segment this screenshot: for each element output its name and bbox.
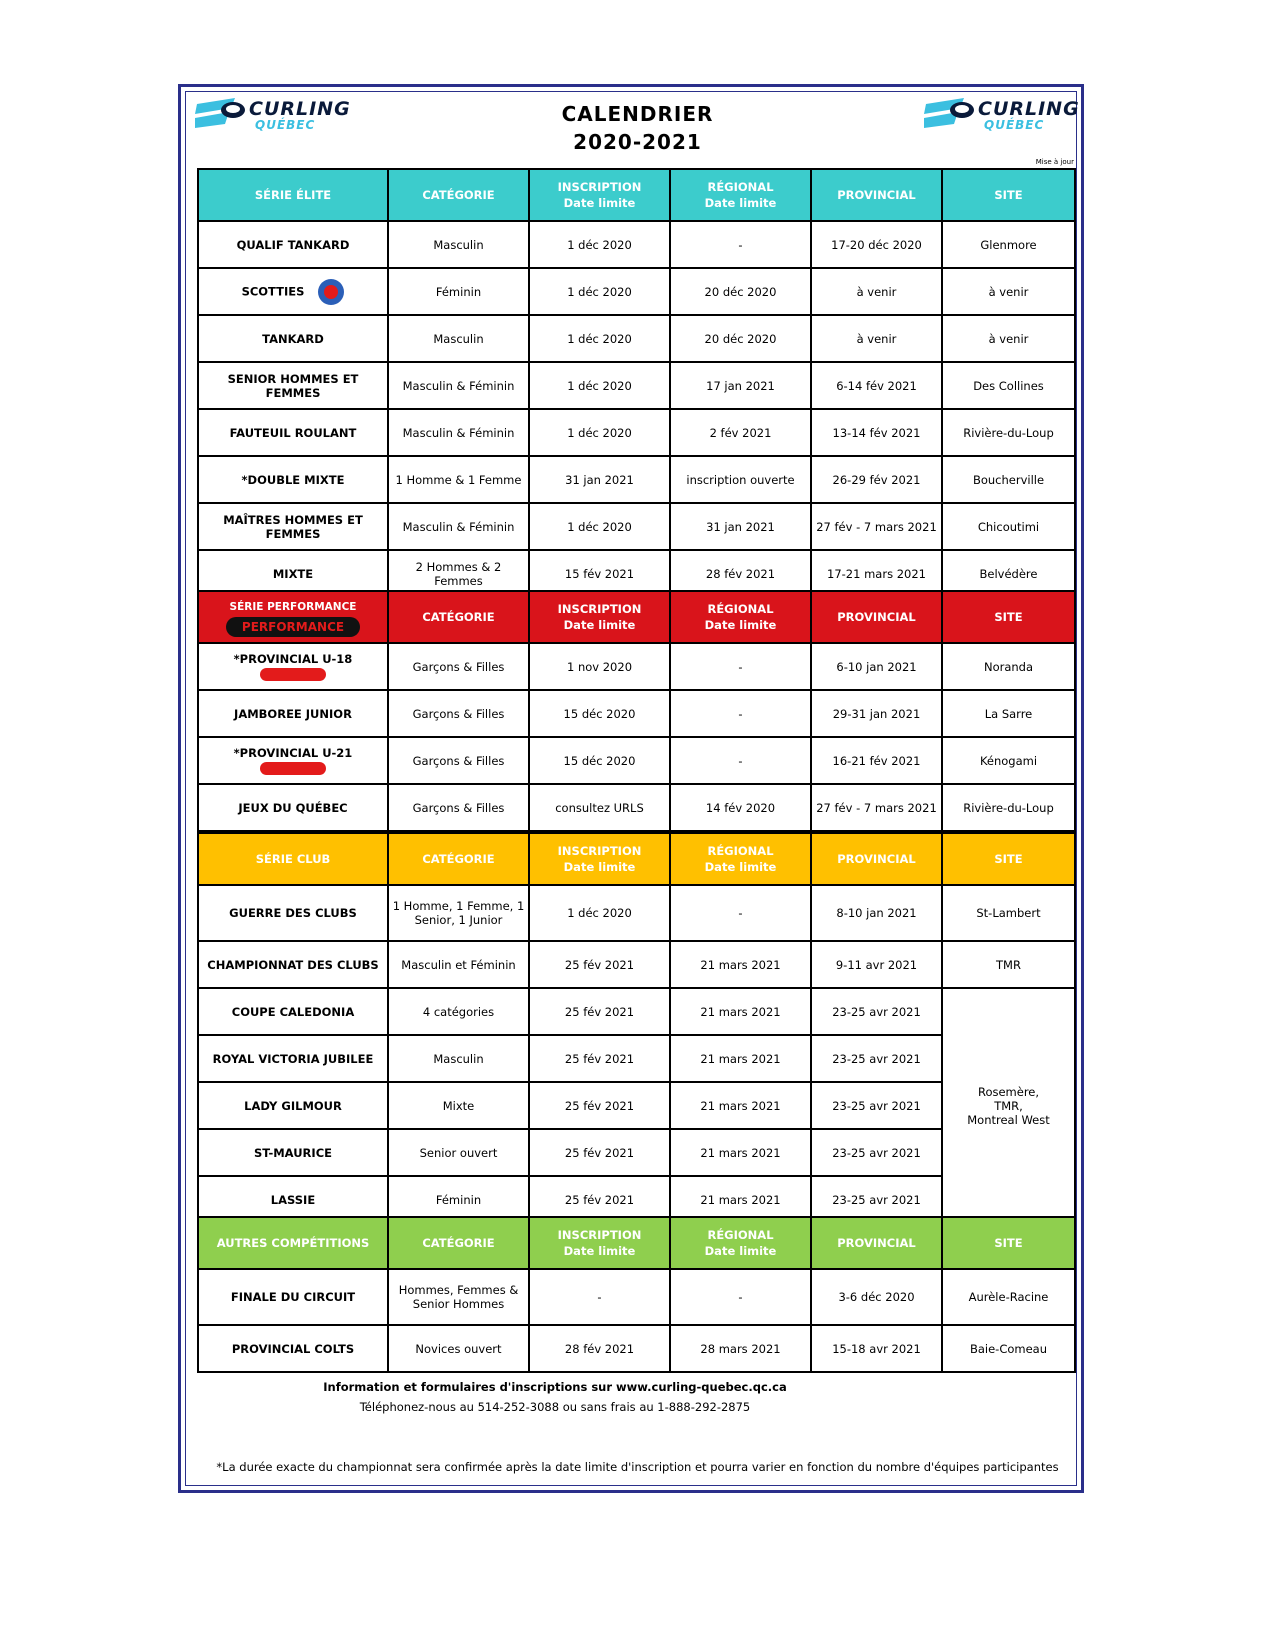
table-serie-performance: [197, 590, 1076, 832]
category-cell: 2 Hommes & 2 Femmes: [388, 550, 529, 597]
header-regional-label: RÉGIONAL: [707, 180, 774, 194]
site-cell: Rivière-du-Loup: [942, 784, 1075, 831]
event-name: PROVINCIAL COLTS: [198, 1325, 388, 1372]
header-categorie: CATÉGORIE: [388, 833, 529, 885]
site-cell: Rivière-du-Loup: [942, 409, 1075, 456]
provincial-dates-cell: 26-29 fév 2021: [811, 456, 942, 503]
header-regional: [670, 169, 811, 221]
header-inscription-label: INSCRIPTION: [557, 1228, 642, 1242]
header-regional-label: RÉGIONAL: [707, 602, 774, 616]
header-serie-label: SÉRIE PERFORMANCE: [229, 600, 357, 613]
regional-deadline-cell: 21 mars 2021: [670, 1082, 811, 1129]
header-serie: AUTRES COMPÉTITIONS: [198, 1217, 388, 1269]
table-row: [198, 1325, 1075, 1372]
header-provincial: PROVINCIAL: [811, 169, 942, 221]
table-row: [198, 315, 1075, 362]
performance-badge-icon: [260, 762, 326, 775]
inscription-deadline-cell: 15 déc 2020: [529, 690, 670, 737]
header-date-limite: Date limite: [704, 618, 777, 632]
provincial-dates-cell: à venir: [811, 268, 942, 315]
inscription-deadline-cell: 15 déc 2020: [529, 737, 670, 784]
provincial-dates-cell: 17-20 déc 2020: [811, 221, 942, 268]
table-row: [198, 643, 1075, 690]
category-cell: Masculin & Féminin: [388, 362, 529, 409]
table-row: [198, 268, 1075, 315]
provincial-dates-cell: 27 fév - 7 mars 2021: [811, 503, 942, 550]
provincial-dates-cell: 17-21 mars 2021: [811, 550, 942, 597]
event-name: MIXTE: [198, 550, 388, 597]
event-name: SENIOR HOMMES ET FEMMES: [198, 362, 388, 409]
provincial-dates-cell: 15-18 avr 2021: [811, 1325, 942, 1372]
provincial-dates-cell: 6-10 jan 2021: [811, 643, 942, 690]
inscription-deadline-cell: -: [529, 1269, 670, 1325]
event-name: ST-MAURICE: [198, 1129, 388, 1176]
regional-deadline-cell: 17 jan 2021: [670, 362, 811, 409]
regional-deadline-cell: 20 déc 2020: [670, 268, 811, 315]
inscription-deadline-cell: 1 déc 2020: [529, 409, 670, 456]
site-cell: Belvédère: [942, 550, 1075, 597]
category-cell: 4 catégories: [388, 988, 529, 1035]
header-date-limite: Date limite: [563, 860, 636, 874]
header-categorie: CATÉGORIE: [388, 1217, 529, 1269]
inscription-deadline-cell: 1 nov 2020: [529, 643, 670, 690]
inscription-deadline-cell: 25 fév 2021: [529, 988, 670, 1035]
logo-word-curling: CURLING: [978, 98, 1080, 120]
table-autres-competitions: [197, 1216, 1076, 1373]
footnote: *La durée exacte du championnat sera confirmée après la date limite d'inscription et pourra varier en fonction du nombre d'équipes participantes: [216, 1460, 1059, 1474]
footer-info: Information et formulaires d'inscriptions sur www.curling-quebec.qc.ca: [323, 1380, 787, 1394]
inscription-deadline-cell: 1 déc 2020: [529, 503, 670, 550]
category-cell: Masculin: [388, 315, 529, 362]
footer-phone: Téléphonez-nous au 514-252-3088 ou sans frais au 1-888-292-2875: [359, 1400, 751, 1414]
header-inscription: [529, 833, 670, 885]
site-line: Montreal West: [967, 1112, 1050, 1127]
site-cell: St-Lambert: [942, 885, 1075, 941]
regional-deadline-cell: 14 fév 2020: [670, 784, 811, 831]
header-inscription: [529, 1217, 670, 1269]
regional-deadline-cell: -: [670, 737, 811, 784]
provincial-dates-cell: 6-14 fév 2021: [811, 362, 942, 409]
header-inscription-label: INSCRIPTION: [557, 180, 642, 194]
category-cell: 1 Homme, 1 Femme, 1 Senior, 1 Junior: [388, 885, 529, 941]
table-row: [198, 690, 1075, 737]
regional-deadline-cell: 21 mars 2021: [670, 941, 811, 988]
regional-deadline-cell: 21 mars 2021: [670, 1176, 811, 1223]
header-serie: SÉRIE CLUB: [198, 833, 388, 885]
provincial-dates-cell: 29-31 jan 2021: [811, 690, 942, 737]
site-cell: à venir: [942, 268, 1075, 315]
site-cell: Des Collines: [942, 362, 1075, 409]
site-cell: Noranda: [942, 643, 1075, 690]
category-cell: Garçons & Filles: [388, 690, 529, 737]
table-row: [198, 1269, 1075, 1325]
category-cell: Masculin: [388, 221, 529, 268]
header-date-limite: Date limite: [563, 1244, 636, 1258]
category-cell: Masculin & Féminin: [388, 409, 529, 456]
event-name: *DOUBLE MIXTE: [198, 456, 388, 503]
header-inscription: [529, 591, 670, 643]
inscription-deadline-cell: 1 déc 2020: [529, 315, 670, 362]
category-cell: Novices ouvert: [388, 1325, 529, 1372]
header-provincial: PROVINCIAL: [811, 1217, 942, 1269]
table-row: [198, 784, 1075, 831]
site-line: Rosemère,: [977, 1084, 1040, 1099]
logo-word-quebec: QUÉBEC: [984, 118, 1045, 132]
table-row: [198, 362, 1075, 409]
header-site: SITE: [942, 833, 1075, 885]
header-regional-label: RÉGIONAL: [707, 844, 774, 858]
inscription-deadline-cell: 1 déc 2020: [529, 362, 670, 409]
page-subtitle-season: 2020-2021: [573, 130, 702, 154]
site-cell: Baie-Comeau: [942, 1325, 1075, 1372]
table-row: [198, 885, 1075, 941]
category-cell: Féminin: [388, 268, 529, 315]
inscription-deadline-cell: 1 déc 2020: [529, 221, 670, 268]
provincial-dates-cell: 16-21 fév 2021: [811, 737, 942, 784]
logo-word-quebec: QUÉBEC: [255, 118, 316, 132]
event-name: LADY GILMOUR: [198, 1082, 388, 1129]
site-cell: Boucherville: [942, 456, 1075, 503]
header-provincial: PROVINCIAL: [811, 833, 942, 885]
event-name: JEUX DU QUÉBEC: [198, 784, 388, 831]
category-cell: Senior ouvert: [388, 1129, 529, 1176]
category-cell: Masculin: [388, 1035, 529, 1082]
site-cell: Chicoutimi: [942, 503, 1075, 550]
event-name: CHAMPIONNAT DES CLUBS: [198, 941, 388, 988]
header-regional: [670, 833, 811, 885]
category-cell: Masculin & Féminin: [388, 503, 529, 550]
header-site: SITE: [942, 591, 1075, 643]
category-cell: Hommes, Femmes & Senior Hommes: [388, 1269, 529, 1325]
regional-deadline-cell: 31 jan 2021: [670, 503, 811, 550]
event-name: GUERRE DES CLUBS: [198, 885, 388, 941]
regional-deadline-cell: -: [670, 885, 811, 941]
site-line: TMR,: [994, 1098, 1023, 1113]
inscription-deadline-cell: 25 fév 2021: [529, 1176, 670, 1223]
event-name: *PROVINCIAL U-18: [198, 643, 388, 690]
event-name: *PROVINCIAL U-21: [198, 737, 388, 784]
header-date-limite: Date limite: [563, 196, 636, 210]
site-cell: à venir: [942, 315, 1075, 362]
regional-deadline-cell: 21 mars 2021: [670, 1129, 811, 1176]
provincial-dates-cell: 23-25 avr 2021: [811, 1082, 942, 1129]
header-serie: [198, 591, 388, 643]
regional-deadline-cell: 28 mars 2021: [670, 1325, 811, 1372]
header-serie: SÉRIE ÉLITE: [198, 169, 388, 221]
update-label: Mise à jour: [1035, 158, 1074, 166]
header-inscription: [529, 169, 670, 221]
site-cell: La Sarre: [942, 690, 1075, 737]
category-cell: Mixte: [388, 1082, 529, 1129]
header-date-limite: Date limite: [563, 618, 636, 632]
regional-deadline-cell: 20 déc 2020: [670, 315, 811, 362]
site-cell: Aurèle-Racine: [942, 1269, 1075, 1325]
inscription-deadline-cell: 1 déc 2020: [529, 885, 670, 941]
provincial-dates-cell: 23-25 avr 2021: [811, 988, 942, 1035]
regional-deadline-cell: -: [670, 1269, 811, 1325]
table-row: [198, 988, 1075, 1035]
inscription-deadline-cell: 25 fév 2021: [529, 1082, 670, 1129]
provincial-dates-cell: 23-25 avr 2021: [811, 1176, 942, 1223]
provincial-dates-cell: 8-10 jan 2021: [811, 885, 942, 941]
inscription-deadline-cell: 28 fév 2021: [529, 1325, 670, 1372]
category-cell: Garçons & Filles: [388, 784, 529, 831]
event-name: SCOTTIES: [198, 268, 388, 315]
table-row: [198, 409, 1075, 456]
table-row: [198, 941, 1075, 988]
regional-deadline-cell: 2 fév 2021: [670, 409, 811, 456]
table-row: [198, 221, 1075, 268]
header-date-limite: Date limite: [704, 196, 777, 210]
table-serie-elite: [197, 168, 1076, 598]
provincial-dates-cell: 27 fév - 7 mars 2021: [811, 784, 942, 831]
category-cell: Garçons & Filles: [388, 643, 529, 690]
table-serie-club: [197, 832, 1076, 1224]
regional-deadline-cell: 28 fév 2021: [670, 550, 811, 597]
header-categorie: CATÉGORIE: [388, 169, 529, 221]
header-row: [198, 591, 1075, 643]
header-row: [198, 1217, 1075, 1269]
scotties-icon: [318, 279, 344, 305]
table-row: [198, 737, 1075, 784]
table-row: [198, 456, 1075, 503]
event-name: FINALE DU CIRCUIT: [198, 1269, 388, 1325]
header-date-limite: Date limite: [704, 860, 777, 874]
site-cell: Kénogami: [942, 737, 1075, 784]
site-cell: Glenmore: [942, 221, 1075, 268]
inscription-deadline-cell: consultez URLS: [529, 784, 670, 831]
header-row: [198, 169, 1075, 221]
event-name: ROYAL VICTORIA JUBILEE: [198, 1035, 388, 1082]
header-site: SITE: [942, 169, 1075, 221]
header-row: [198, 833, 1075, 885]
event-name: QUALIF TANKARD: [198, 221, 388, 268]
provincial-dates-cell: 23-25 avr 2021: [811, 1035, 942, 1082]
provincial-dates-cell: à venir: [811, 315, 942, 362]
event-name: MAÎTRES HOMMES ET FEMMES: [198, 503, 388, 550]
inscription-deadline-cell: 31 jan 2021: [529, 456, 670, 503]
header-date-limite: Date limite: [704, 1244, 777, 1258]
merged-site-cell: [942, 988, 1075, 1223]
event-name: JAMBOREE JUNIOR: [198, 690, 388, 737]
site-cell: TMR: [942, 941, 1075, 988]
event-name: LASSIE: [198, 1176, 388, 1223]
regional-deadline-cell: 21 mars 2021: [670, 1035, 811, 1082]
table-row: [198, 503, 1075, 550]
regional-deadline-cell: -: [670, 221, 811, 268]
category-cell: Féminin: [388, 1176, 529, 1223]
inscription-deadline-cell: 15 fév 2021: [529, 550, 670, 597]
event-name: COUPE CALEDONIA: [198, 988, 388, 1035]
header-inscription-label: INSCRIPTION: [557, 602, 642, 616]
regional-deadline-cell: inscription ouverte: [670, 456, 811, 503]
header-site: SITE: [942, 1217, 1075, 1269]
header-regional: [670, 1217, 811, 1269]
page-title: CALENDRIER: [561, 102, 714, 126]
performance-badge-icon: [260, 668, 326, 681]
inscription-deadline-cell: 25 fév 2021: [529, 941, 670, 988]
performance-logo: PERFORMANCE: [226, 617, 360, 637]
header-inscription-label: INSCRIPTION: [557, 844, 642, 858]
logo-word-curling: CURLING: [249, 98, 351, 120]
provincial-dates-cell: 13-14 fév 2021: [811, 409, 942, 456]
regional-deadline-cell: 21 mars 2021: [670, 988, 811, 1035]
inscription-deadline-cell: 25 fév 2021: [529, 1129, 670, 1176]
header-provincial: PROVINCIAL: [811, 591, 942, 643]
provincial-dates-cell: 9-11 avr 2021: [811, 941, 942, 988]
header-categorie: CATÉGORIE: [388, 591, 529, 643]
inscription-deadline-cell: 25 fév 2021: [529, 1035, 670, 1082]
regional-deadline-cell: -: [670, 643, 811, 690]
event-name: FAUTEUIL ROULANT: [198, 409, 388, 456]
category-cell: 1 Homme & 1 Femme: [388, 456, 529, 503]
header-regional-label: RÉGIONAL: [707, 1228, 774, 1242]
regional-deadline-cell: -: [670, 690, 811, 737]
event-name: TANKARD: [198, 315, 388, 362]
inscription-deadline-cell: 1 déc 2020: [529, 268, 670, 315]
provincial-dates-cell: 23-25 avr 2021: [811, 1129, 942, 1176]
header-regional: [670, 591, 811, 643]
category-cell: Masculin et Féminin: [388, 941, 529, 988]
provincial-dates-cell: 3-6 déc 2020: [811, 1269, 942, 1325]
category-cell: Garçons & Filles: [388, 737, 529, 784]
